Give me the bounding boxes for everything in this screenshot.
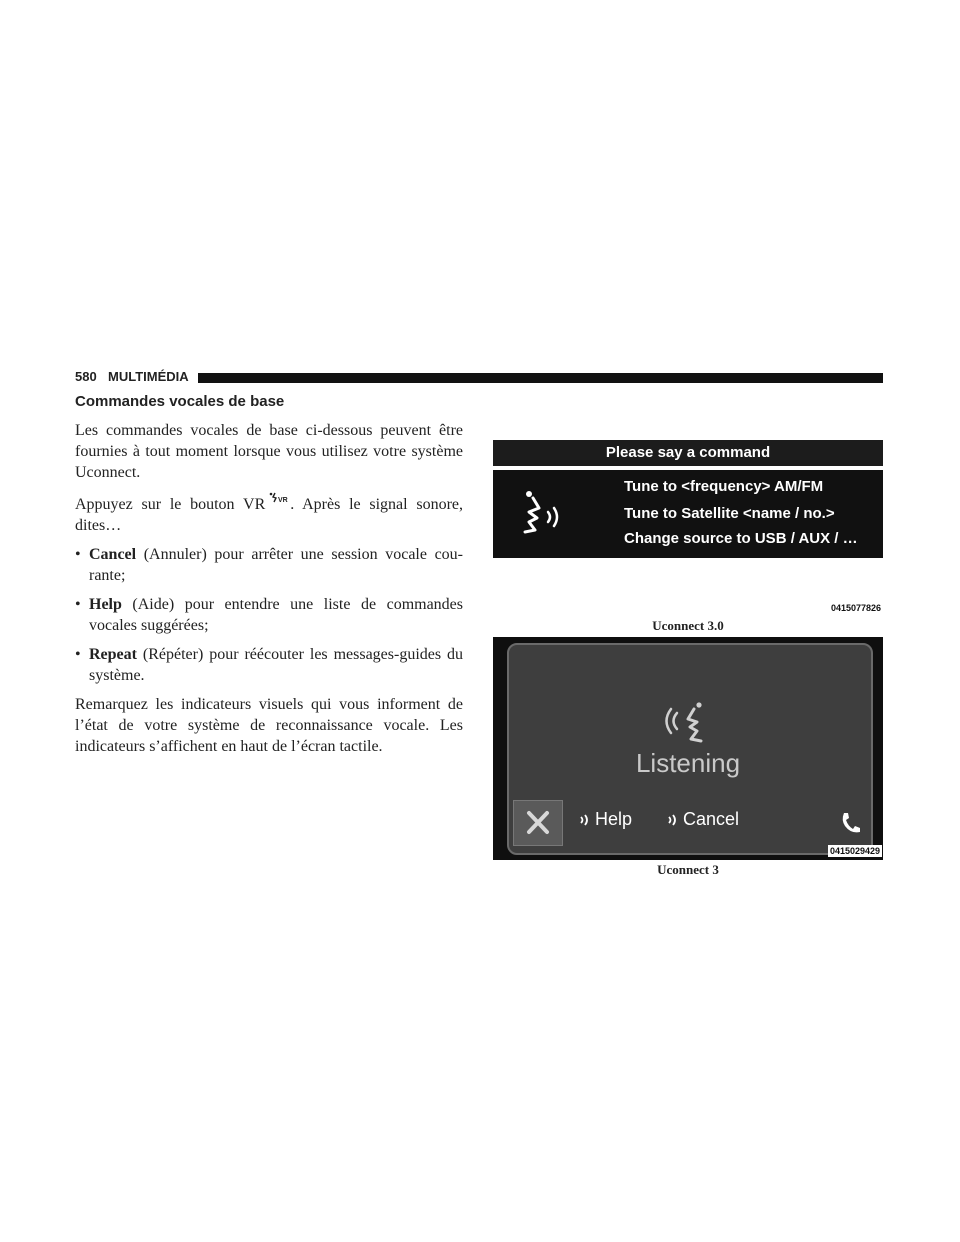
command-term: Help (89, 596, 122, 613)
cancel-button[interactable]: Cancel (683, 809, 740, 829)
command-panel (493, 470, 883, 558)
figure-caption: Uconnect 3.0 (652, 618, 724, 633)
body-column (75, 392, 463, 765)
voice-command-icon (663, 701, 713, 745)
listening-status: Listening (635, 748, 741, 778)
uconnect-3-0-figure (493, 440, 883, 615)
list-item (75, 594, 463, 636)
command-term: Cancel (89, 546, 137, 563)
vr-button-icon (268, 491, 290, 505)
header-rule (198, 373, 883, 383)
command-term: Repeat (89, 646, 137, 663)
command-description: (Aide) pour entendre une liste de commandes vocales suggérées; (89, 596, 464, 634)
press-text-before: Appuyez sur le bouton VR (75, 496, 266, 513)
sound-wave-icon (667, 812, 681, 828)
list-item (75, 544, 463, 586)
close-icon (514, 801, 562, 845)
command-list (75, 544, 463, 686)
list-item (75, 644, 463, 686)
voice-command-icon (515, 488, 567, 538)
intro-paragraph: Les commandes vocales de base ci-dessous peuvent être fournies à tout moment lorsque vous utilisez votre système Uconnect. (75, 422, 463, 481)
prompt-title: Please say a command (493, 440, 883, 466)
figure-code: 0415029429 (829, 846, 880, 856)
uconnect-3-figure (493, 637, 883, 860)
command-item: Tune to <frequency> AM/FM (624, 478, 824, 495)
close-button[interactable] (513, 800, 563, 846)
sound-wave-icon (579, 812, 593, 828)
command-description: (Annuler) pour arrêter une session vocale cou-rante; (89, 546, 464, 584)
command-description: (Répéter) pour réécouter les messages-guides du système. (89, 646, 464, 684)
bullet: • (75, 646, 81, 663)
page-number: 580 (75, 369, 97, 384)
figure-code: 0415077826 (830, 603, 881, 613)
press-instruction (75, 491, 463, 536)
page-header (75, 369, 883, 385)
section-title: MULTIMÉDIA (108, 369, 189, 384)
command-item: Change source to USB / AUX / … (624, 530, 858, 547)
bullet: • (75, 546, 81, 563)
phone-icon[interactable] (839, 811, 861, 835)
note-paragraph: Remarquez les indicateurs visuels qui vous informent de l’état de votre système de reconnaissance vocale. Les indicateurs s’affichent en haut de l’écran tactile. (75, 696, 463, 755)
command-item: Tune to Satellite <name / no.> (624, 505, 835, 522)
help-button[interactable]: Help (595, 809, 633, 829)
section-heading: Commandes vocales de base (75, 393, 285, 410)
bullet: • (75, 596, 81, 613)
press-text-after: . Après le signal sonore, dites… (75, 496, 463, 534)
svg-text:VR: VR (278, 497, 288, 504)
figure-caption: Uconnect 3 (657, 862, 719, 877)
